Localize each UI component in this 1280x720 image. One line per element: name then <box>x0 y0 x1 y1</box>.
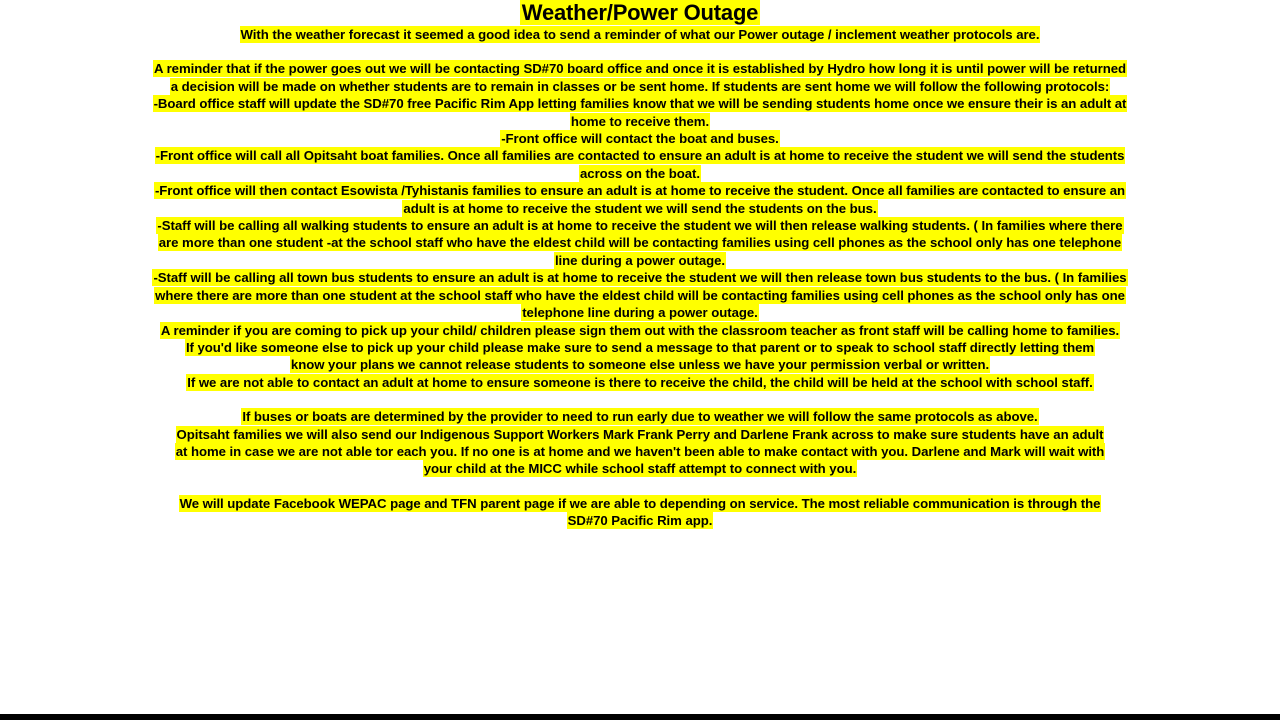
bottom-black-bar <box>0 714 1280 720</box>
paragraph-protocol-town-bus-text: -Staff will be calling all town bus students to ensure an adult is at home to receive the student we will then release town bus students to the bus. ( In families where there are more than one student at the school staff who have the eldest child will be contacting families using cell phones as the school only has one telephone line during a power outage. <box>153 270 1127 321</box>
paragraph-protocol-front-office-contact <box>150 130 1130 147</box>
spacer <box>0 43 1280 60</box>
paragraph-protocol-pickup <box>150 322 1130 339</box>
spacer <box>0 478 1280 495</box>
paragraph-protocol-no-contact <box>170 374 1110 391</box>
paragraph-reminder-main <box>150 60 1130 95</box>
paragraph-protocol-other-pickup <box>170 339 1110 374</box>
paragraph-protocol-board-office <box>150 95 1130 130</box>
paragraph-intro <box>150 26 1130 43</box>
paragraph-protocol-early-run-text: If buses or boats are determined by the provider to need to run early due to weather we will follow the same protocols as above. <box>242 409 1038 425</box>
paragraph-protocol-walking-text: -Staff will be calling all walking students to ensure an adult is at home to receive the student we will then release walking students. ( In families where there are more than one student -at the school staff who have the eldest child will be contacting families using cell phones as the school only has one telephone line during a power outage. <box>157 218 1123 268</box>
paragraph-protocol-opitsaht-support-text: Opitsaht families we will also send our Indigenous Support Workers Mark Frank Perry and Darlene Frank across to make sure students have an adult at home in case we are not able tor each you. If no one is at home and we haven't been able to make contact with you. Darlene and Mark will wait with your child at the MICC while school staff attempt to connect with you. <box>175 426 1105 477</box>
page-title-text: Weather/Power Outage <box>521 0 759 25</box>
paragraph-protocol-walking <box>150 217 1130 269</box>
paragraph-protocol-front-office-contact-text: -Front office will contact the boat and buses. <box>501 131 779 147</box>
paragraph-protocol-early-run <box>170 408 1110 425</box>
paragraph-protocol-no-contact-text: If we are not able to contact an adult at home to ensure someone is there to receive the child, the child will be held at the school with school staff. <box>187 374 1093 390</box>
paragraph-protocol-town-bus <box>150 269 1130 321</box>
paragraph-protocol-esowista <box>150 182 1130 217</box>
paragraph-protocol-opitsaht-boat-text: -Front office will call all Opitsaht boat families. Once all families are contacted to ensure an adult is at home to receive the student we will send the students across on the boat. <box>155 148 1125 181</box>
paragraph-intro-text: With the weather forecast it seemed a good idea to send a reminder of what our Power outage / inclement weather protocols are. <box>240 27 1040 42</box>
paragraph-protocol-board-office-text: -Board office staff will update the SD#70 free Pacific Rim App letting families know that we will be sending students home once we ensure their is an adult at home to receive them. <box>153 96 1127 129</box>
paragraph-protocol-pickup-text: A reminder if you are coming to pick up your child/ children please sign them out with the classroom teacher as front staff will be calling home to families. <box>160 322 1120 338</box>
paragraph-protocol-other-pickup-text: If you'd like someone else to pick up your child please make sure to send a message to that parent or to speak to school staff directly letting them know your plans we cannot release students to someone else unless we have your permission verbal or written. <box>185 339 1095 373</box>
paragraph-protocol-opitsaht-boat <box>150 147 1130 182</box>
paragraph-protocol-esowista-text: -Front office will then contact Esowista /Tyhistanis families to ensure an adult is at home to receive the student. Once all families are contacted to ensure an adult is at home to receive the student we will send the students on the bus. <box>154 183 1126 216</box>
paragraph-protocol-opitsaht-support <box>170 426 1110 478</box>
spacer <box>0 391 1280 408</box>
paragraph-reminder-main-text: A reminder that if the power goes out we will be contacting SD#70 board office and once it is established by Hydro how long it is until power will be returned a decision will be made on whether students are to remain in classes or be sent home. If students are sent home we will follow the following protocols: <box>153 61 1126 94</box>
paragraph-protocol-communication-text: We will update Facebook WEPAC page and TFN parent page if we are able to depending on service. The most reliable communication is through the SD#70 Pacific Rim app. <box>179 495 1101 529</box>
paragraph-protocol-communication <box>170 495 1110 530</box>
page-title <box>0 0 1280 26</box>
